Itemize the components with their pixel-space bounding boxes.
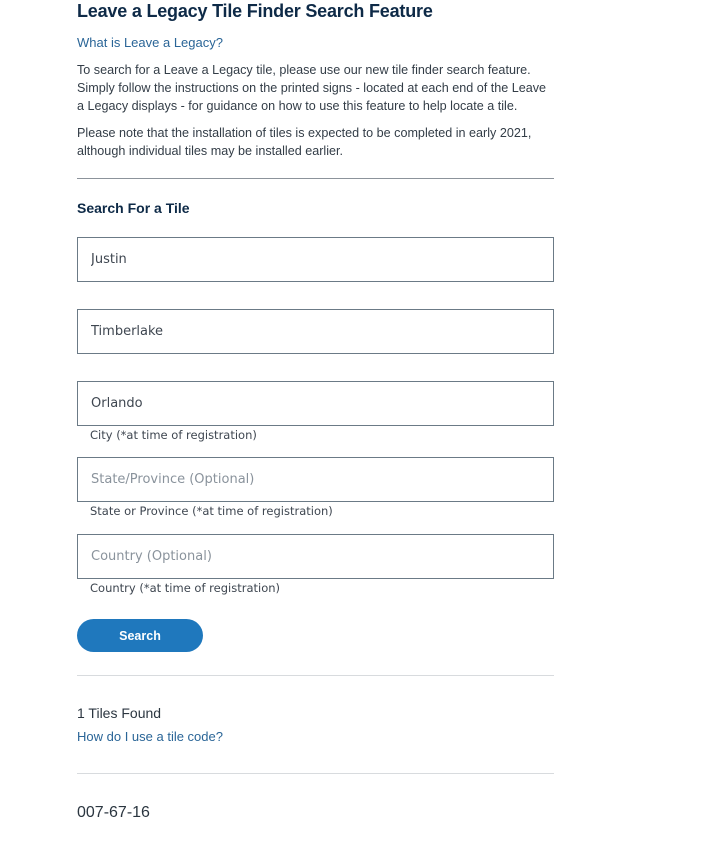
divider [77, 178, 554, 179]
first-name-input[interactable] [91, 252, 540, 267]
first-name-field[interactable] [77, 237, 554, 282]
city-field[interactable] [77, 381, 554, 426]
country-field[interactable] [77, 534, 554, 579]
what-is-leave-a-legacy-link[interactable]: What is Leave a Legacy? [77, 35, 223, 50]
country-help-text: Country (*at time of registration) [90, 581, 281, 595]
state-input[interactable] [91, 472, 540, 487]
last-name-input[interactable] [91, 324, 540, 339]
city-input[interactable] [91, 396, 540, 411]
intro-paragraph-2: Please note that the installation of tiles is expected to be completed in early 2021, although individual tiles may be installed earlier. [77, 126, 532, 158]
country-input[interactable] [91, 549, 540, 564]
city-help-text: City (*at time of registration) [90, 428, 257, 442]
divider [77, 675, 554, 676]
tile-code-help-link[interactable]: How do I use a tile code? [77, 729, 223, 744]
last-name-field[interactable] [77, 309, 554, 354]
state-field[interactable] [77, 457, 554, 502]
search-section-title: Search For a Tile [77, 200, 190, 216]
results-count: 1 Tiles Found [77, 705, 162, 721]
search-button[interactable]: Search [77, 619, 203, 652]
intro-paragraph-1: To search for a Leave a Legacy tile, please use our new tile finder search feature. Simply follow the instructions on the printed signs - located at each end of the Leave a Legacy displays - for guidance on how to use this feature to help locate a tile. [77, 63, 547, 113]
divider [77, 773, 554, 774]
page-title: Leave a Legacy Tile Finder Search Feature [77, 1, 433, 21]
tile-code-result: 007-67-16 [77, 804, 150, 821]
state-help-text: State or Province (*at time of registration) [90, 504, 333, 518]
